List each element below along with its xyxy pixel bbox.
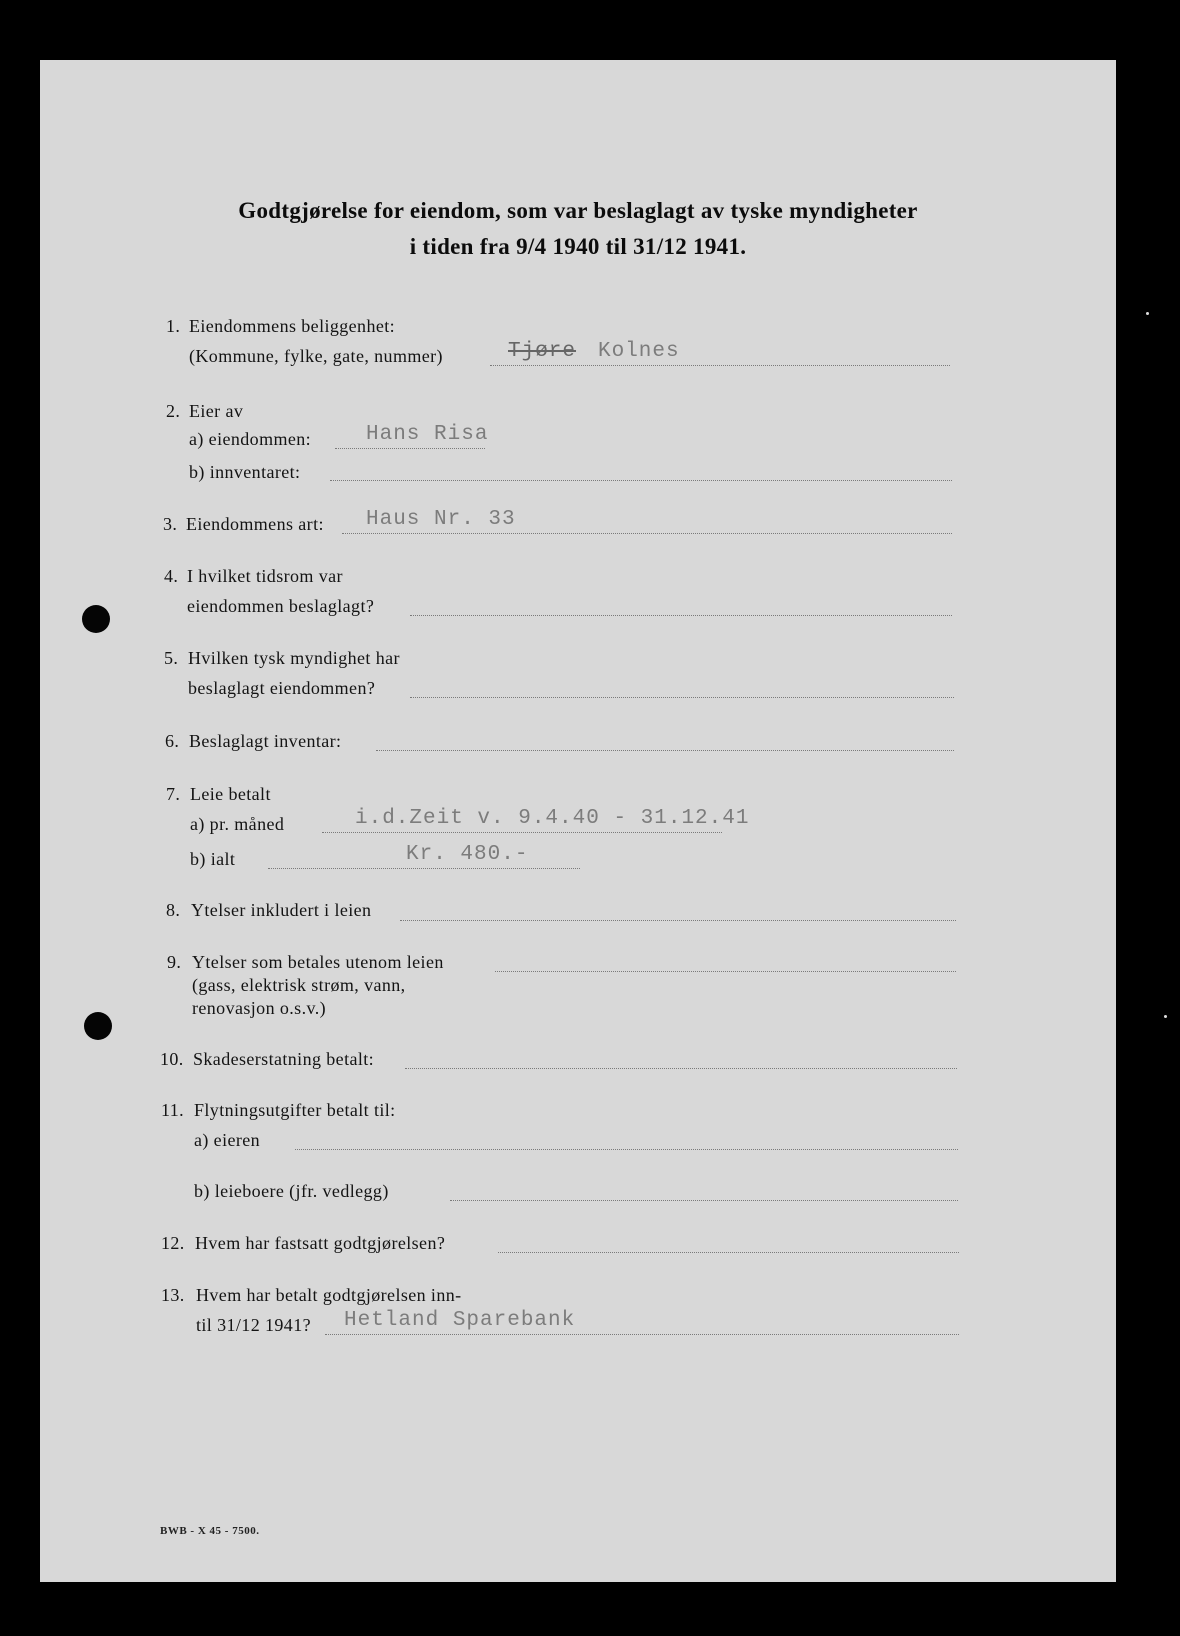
q7-label: Leie betalt xyxy=(190,784,271,804)
form-title-line-2: i tiden fra 9/4 1940 til 31/12 1941. xyxy=(409,234,747,259)
q1-answer: Kolnes xyxy=(598,340,680,363)
q11-number: 11. xyxy=(161,1100,185,1120)
q8-answer-line xyxy=(400,920,956,921)
q9-answer-line xyxy=(495,971,956,972)
q3-label: Eiendommens art: xyxy=(186,514,324,534)
q7b-answer: Kr. 480.- xyxy=(406,843,529,866)
q10-label: Skadeserstatning betalt: xyxy=(193,1049,375,1069)
q12-answer-line xyxy=(498,1252,959,1253)
q7b-label: b) ialt xyxy=(190,849,236,869)
q9-number: 9. xyxy=(167,952,182,972)
scan-speck xyxy=(1146,312,1149,315)
q2-label: Eier av xyxy=(189,401,244,421)
q3-answer-line xyxy=(342,533,952,534)
q8-number: 8. xyxy=(166,900,181,920)
q1-struck-text: Tjøre xyxy=(508,340,577,363)
q4-label: I hvilket tidsrom var xyxy=(187,566,343,586)
q10-number: 10. xyxy=(160,1049,184,1069)
q9-sublabel-1: (gass, elektrisk strøm, vann, xyxy=(192,975,406,995)
q3-number: 3. xyxy=(163,514,178,534)
q2a-answer-line xyxy=(335,448,485,449)
q2b-label: b) innventaret: xyxy=(189,462,301,482)
punch-hole-bottom xyxy=(84,1012,112,1040)
q2a-answer: Hans Risa xyxy=(366,423,489,446)
q13-answer-line xyxy=(325,1334,959,1335)
scan-speck xyxy=(1164,1015,1167,1018)
q5-sublabel: beslaglagt eiendommen? xyxy=(188,678,376,698)
punch-hole-top xyxy=(82,605,110,633)
q11a-label: a) eieren xyxy=(194,1130,261,1150)
q2b-answer-line xyxy=(330,480,952,481)
q6-answer-line xyxy=(376,750,954,751)
q5-answer-line xyxy=(410,697,954,698)
q1-number: 1. xyxy=(166,316,181,336)
q6-number: 6. xyxy=(165,731,180,751)
form-sheet xyxy=(40,60,1116,1582)
q7b-answer-line xyxy=(268,868,580,869)
q2a-label: a) eiendommen: xyxy=(189,429,312,449)
q6-label: Beslaglagt inventar: xyxy=(189,731,342,751)
q4-answer-line xyxy=(410,615,952,616)
q13-label: Hvem har betalt godtgjørelsen inn- xyxy=(196,1285,462,1305)
q11b-label: b) leieboere (jfr. vedlegg) xyxy=(194,1181,389,1201)
q12-number: 12. xyxy=(161,1233,185,1253)
q5-number: 5. xyxy=(164,648,179,668)
form-title-line-1: Godtgjørelse for eiendom, som var beslaglagt av tyske myndigheter xyxy=(238,198,918,223)
q3-answer: Haus Nr. 33 xyxy=(366,508,516,531)
q2-number: 2. xyxy=(166,401,181,421)
q11b-answer-line xyxy=(450,1200,958,1201)
q13-answer: Hetland Sparebank xyxy=(344,1309,576,1332)
q1-sublabel: (Kommune, fylke, gate, nummer) xyxy=(189,346,443,366)
q4-number: 4. xyxy=(164,566,179,586)
q7a-answer: i.d.Zeit v. 9.4.40 - 31.12.41 xyxy=(355,807,750,830)
q1-label: Eiendommens beliggenhet: xyxy=(189,316,396,336)
q10-answer-line xyxy=(405,1068,957,1069)
q11a-answer-line xyxy=(295,1149,958,1150)
q8-label: Ytelser inkludert i leien xyxy=(191,900,372,920)
q4-sublabel: eiendommen beslaglagt? xyxy=(187,596,375,616)
q9-label: Ytelser som betales utenom leien xyxy=(192,952,444,972)
q7a-answer-line xyxy=(322,832,722,833)
q1-answer-line xyxy=(490,365,950,366)
q7a-label: a) pr. måned xyxy=(190,814,285,834)
q5-label: Hvilken tysk myndighet har xyxy=(188,648,400,668)
q9-sublabel-2: renovasjon o.s.v.) xyxy=(192,998,327,1018)
form-footer-code: BWB - X 45 - 7500. xyxy=(160,1525,260,1537)
q7-number: 7. xyxy=(166,784,181,804)
q11-label: Flytningsutgifter betalt til: xyxy=(194,1100,396,1120)
q12-label: Hvem har fastsatt godtgjørelsen? xyxy=(195,1233,446,1253)
q13-sublabel: til 31/12 1941? xyxy=(196,1315,311,1335)
q13-number: 13. xyxy=(161,1285,185,1305)
